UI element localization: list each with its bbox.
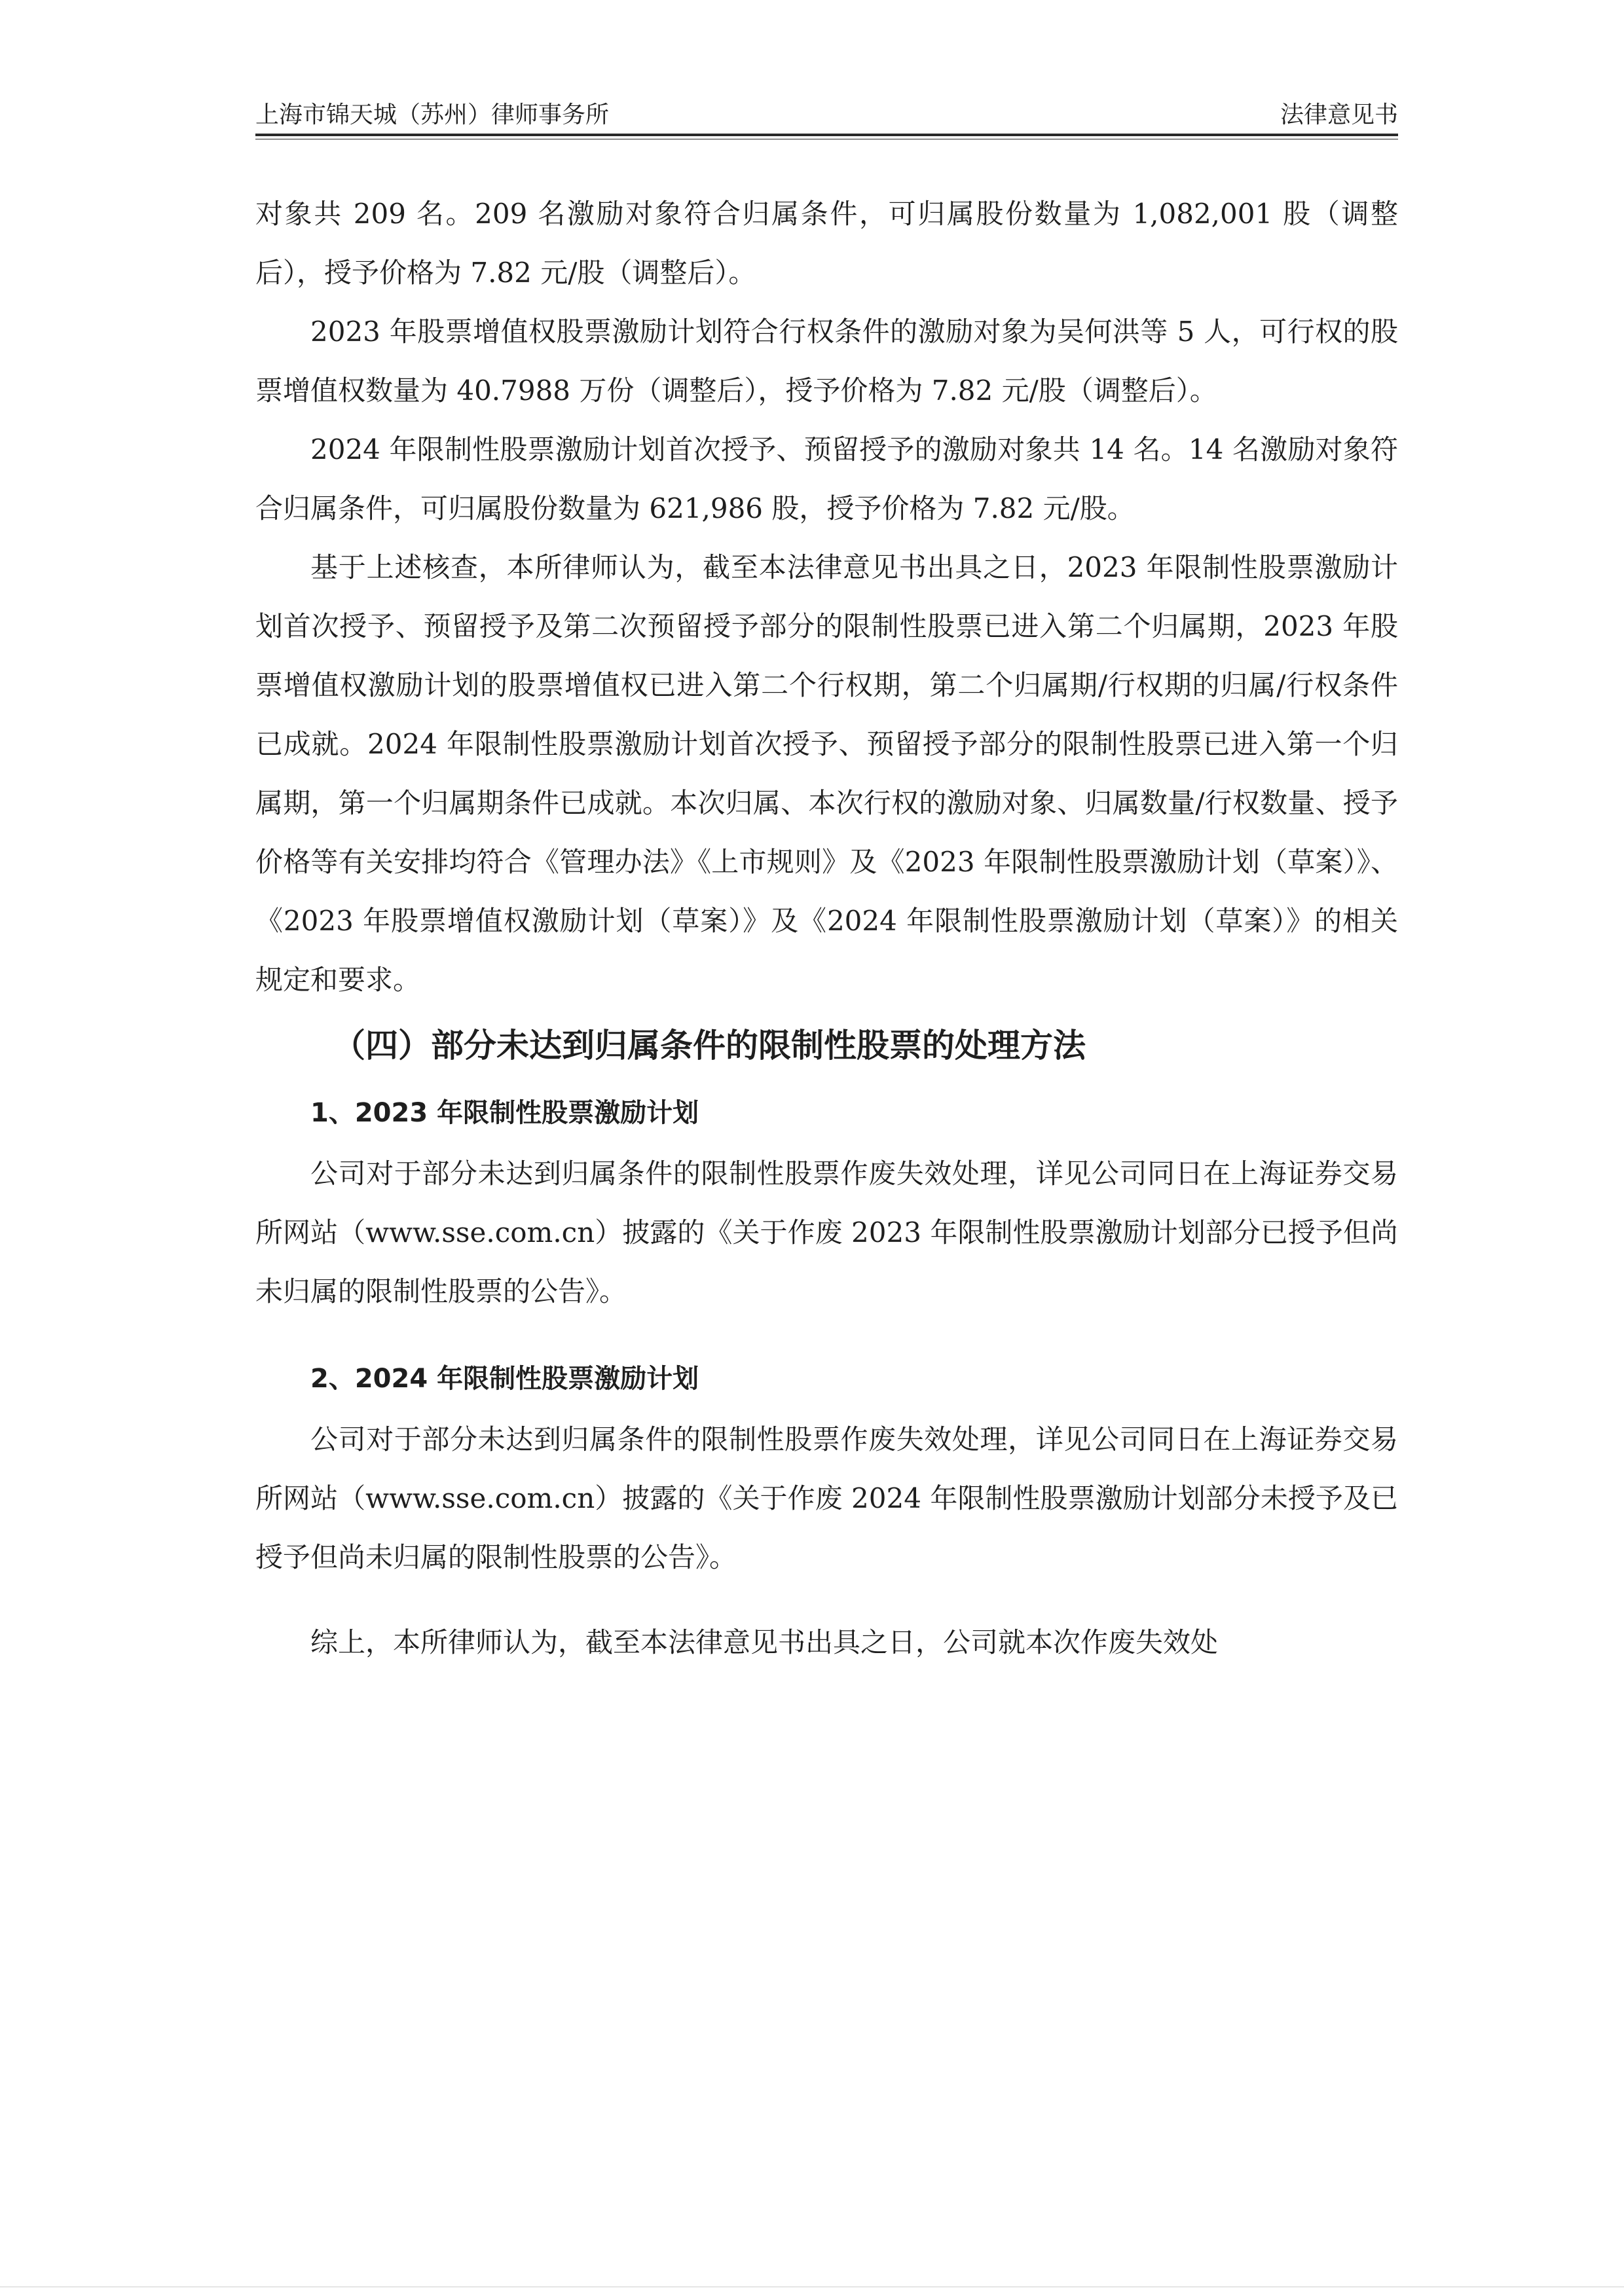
document-type: 法律意见书: [1280, 101, 1398, 128]
header-divider: [255, 134, 1398, 136]
spacer: [255, 1321, 1398, 1347]
spacer: [255, 1587, 1398, 1613]
paragraph: 2024 年限制性股票激励计划首次授予、预留授予的激励对象共 14 名。14 名激励对象符合归属条件，可归属股份数量为 621,986 股，授予价格为 7.82 元/股。: [255, 433, 1398, 524]
paragraph: 综上，本所律师认为，截至本法律意见书出具之日，公司就本次作废失效处: [310, 1626, 1219, 1658]
section-heading: （四）部分未达到归属条件的限制性股票的处理方法: [333, 1027, 1086, 1065]
scan-edge: [0, 2286, 1624, 2287]
paragraph: 2023 年股票增值权股票激励计划符合行权条件的激励对象为吴何洪等 5 人，可行权的股票增值权数量为 40.7988 万份（调整后），授予价格为 7.82 元/股（调整后）。: [255, 316, 1398, 407]
paragraph: 公司对于部分未达到归属条件的限制性股票作废失效处理，详见公司同日在上海证券交易所网站（www.sse.com.cn）披露的《关于作废 2023 年限制性股票激励计划部分已授予但尚未归属的限制性股票的公告》。: [255, 1157, 1398, 1307]
page-header: [255, 97, 1398, 134]
paragraph: 基于上述核查，本所律师认为，截至本法律意见书出具之日，2023 年限制性股票激励计划首次授予、预留授予及第二次预留授予部分的限制性股票已进入第二个归属期，2023 年股票增值权激励计划的股票增值权已进入第二个行权期，第二个归属期/行权期的归属/行权条件已成就。2024 年限制性股票激励计划首次授予、预留授予部分的限制性股票已进入第一个归属期，第一个归属期条件已成就。本次归属、本次行权的激励对象、归属数量/行权数量、授予价格等有关安排均符合《管理办法》《上市规则》及《2023 年限制性股票激励计划（草案）》、《2023 年股票增值权激励计划（草案）》及《2024 年限制性股票激励计划（草案）》的相关规定和要求。: [255, 551, 1398, 996]
firm-name: 上海市锦天城（苏州）律师事务所: [255, 101, 610, 128]
subsection-heading: 1、2023 年限制性股票激励计划: [310, 1098, 699, 1128]
paragraph: 公司对于部分未达到归属条件的限制性股票作废失效处理，详见公司同日在上海证券交易所网站（www.sse.com.cn）披露的《关于作废 2024 年限制性股票激励计划部分未授予及已授予但尚未归属的限制性股票的公告》。: [255, 1423, 1398, 1573]
document-body: [255, 185, 1398, 1672]
subsection-heading: 2、2024 年限制性股票激励计划: [310, 1364, 699, 1394]
paragraph: 对象共 209 名。209 名激励对象符合归属条件，可归属股份数量为 1,082,001 股（调整后），授予价格为 7.82 元/股（调整后）。: [255, 198, 1398, 289]
